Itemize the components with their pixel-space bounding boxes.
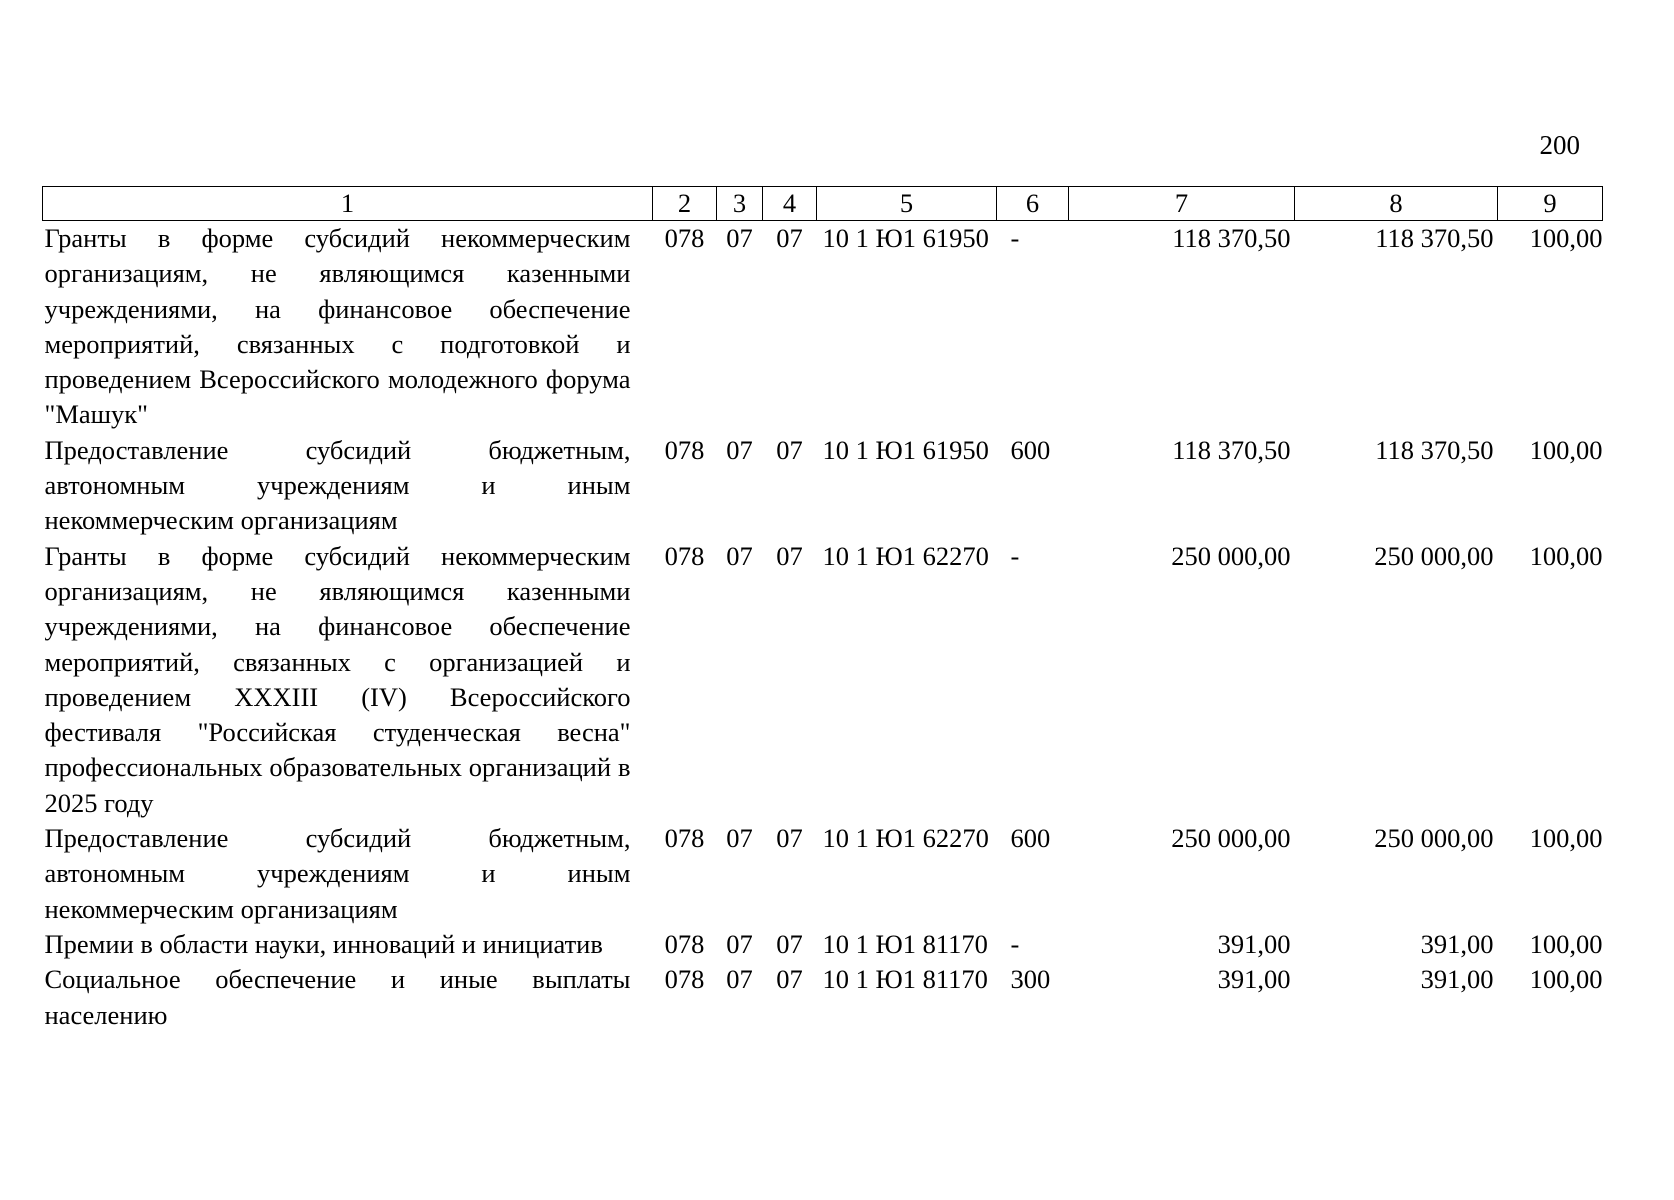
row-csr: 10 1 Ю1 62270: [822, 540, 989, 571]
table-header: [43, 187, 1603, 221]
row-rz: 07: [726, 928, 753, 959]
row-name: Премии в области науки, инноваций и инициатив: [44, 928, 603, 959]
row-vr: 600: [1010, 823, 1051, 854]
table-body: [43, 221, 1603, 1033]
row-pr: 07: [776, 223, 803, 253]
row-csr: 10 1 Ю1 61950: [822, 223, 989, 253]
row-name: Гранты в форме субсидий некоммерческим организациям, не являющимся казенными учреждениями, на финансовое обеспечение мероприятий, связанных с подготовкой и проведением Всероссийского молодежного форума "Машук": [44, 223, 631, 430]
row-pct: 100,00: [1529, 223, 1603, 253]
header-col-1: 1: [43, 187, 653, 221]
row-fact: 391,00: [1420, 928, 1494, 959]
row-vr: -: [1010, 928, 1020, 959]
row-fact: 118 370,50: [1375, 223, 1494, 253]
row-rz: 07: [726, 434, 753, 465]
row-fact: 118 370,50: [1375, 434, 1494, 465]
row-pr: 07: [776, 928, 803, 959]
row-vr: 600: [1010, 434, 1051, 465]
row-gr: 078: [664, 434, 705, 465]
row-plan: 250 000,00: [1171, 823, 1291, 854]
header-col-7: 7: [1069, 187, 1295, 221]
table-row: [43, 433, 1603, 539]
header-row: [43, 187, 1603, 221]
row-vr: 300: [1010, 964, 1051, 995]
row-plan: 118 370,50: [1172, 434, 1291, 465]
row-gr: 078: [664, 928, 705, 959]
table-row: [43, 821, 1603, 927]
row-gr: 078: [664, 540, 705, 571]
row-pct: 100,00: [1529, 964, 1603, 995]
row-rz: 07: [726, 540, 753, 571]
row-name: Предоставление субсидий бюджетным, автономным учреждениям и иным некоммерческим организациям: [44, 823, 631, 924]
row-rz: 07: [726, 823, 753, 854]
header-col-4: 4: [763, 187, 817, 221]
row-pct: 100,00: [1529, 928, 1603, 959]
header-col-3: 3: [717, 187, 763, 221]
table-row: [43, 539, 1603, 821]
row-name: Предоставление субсидий бюджетным, автономным учреждениям и иным некоммерческим организациям: [44, 434, 631, 536]
row-gr: 078: [664, 823, 705, 854]
row-pr: 07: [776, 434, 803, 465]
row-csr: 10 1 Ю1 81170: [822, 964, 988, 995]
row-vr: -: [1010, 223, 1020, 253]
row-name: Гранты в форме субсидий некоммерческим организациям, не являющимся казенными учреждениями, на финансовое обеспечение мероприятий, связанных с организацией и проведением XXXIII (IV) Всероссийского фестиваля "Российская студенческая весна" профессиональных образовательных организаций в 2025 году: [44, 540, 631, 818]
header-col-5: 5: [817, 187, 997, 221]
table-row: [43, 962, 1603, 1033]
page-number: 200: [1539, 130, 1580, 160]
table-row: [43, 927, 1603, 962]
row-plan: 391,00: [1217, 964, 1291, 995]
table-row: [43, 221, 1603, 433]
row-pr: 07: [776, 964, 803, 995]
row-csr: 10 1 Ю1 61950: [822, 434, 989, 465]
row-gr: 078: [664, 223, 705, 253]
row-csr: 10 1 Ю1 62270: [822, 823, 989, 854]
row-rz: 07: [726, 223, 753, 253]
row-pct: 100,00: [1529, 540, 1603, 571]
header-col-2: 2: [653, 187, 717, 221]
row-vr: -: [1010, 540, 1020, 571]
row-plan: 118 370,50: [1172, 223, 1291, 253]
header-col-9: 9: [1498, 187, 1603, 221]
row-pr: 07: [776, 823, 803, 854]
row-plan: 250 000,00: [1171, 540, 1291, 571]
header-col-8: 8: [1295, 187, 1498, 221]
row-pr: 07: [776, 540, 803, 571]
row-csr: 10 1 Ю1 81170: [822, 928, 988, 959]
row-pct: 100,00: [1529, 823, 1603, 854]
row-plan: 391,00: [1217, 928, 1291, 959]
row-fact: 250 000,00: [1374, 540, 1494, 571]
row-fact: 250 000,00: [1374, 823, 1494, 854]
budget-table: [42, 186, 1603, 1033]
row-rz: 07: [726, 964, 753, 995]
row-pct: 100,00: [1529, 434, 1603, 465]
header-col-6: 6: [997, 187, 1069, 221]
row-fact: 391,00: [1420, 964, 1494, 995]
row-gr: 078: [664, 964, 705, 995]
row-name: Социальное обеспечение и иные выплаты населению: [44, 964, 631, 1030]
